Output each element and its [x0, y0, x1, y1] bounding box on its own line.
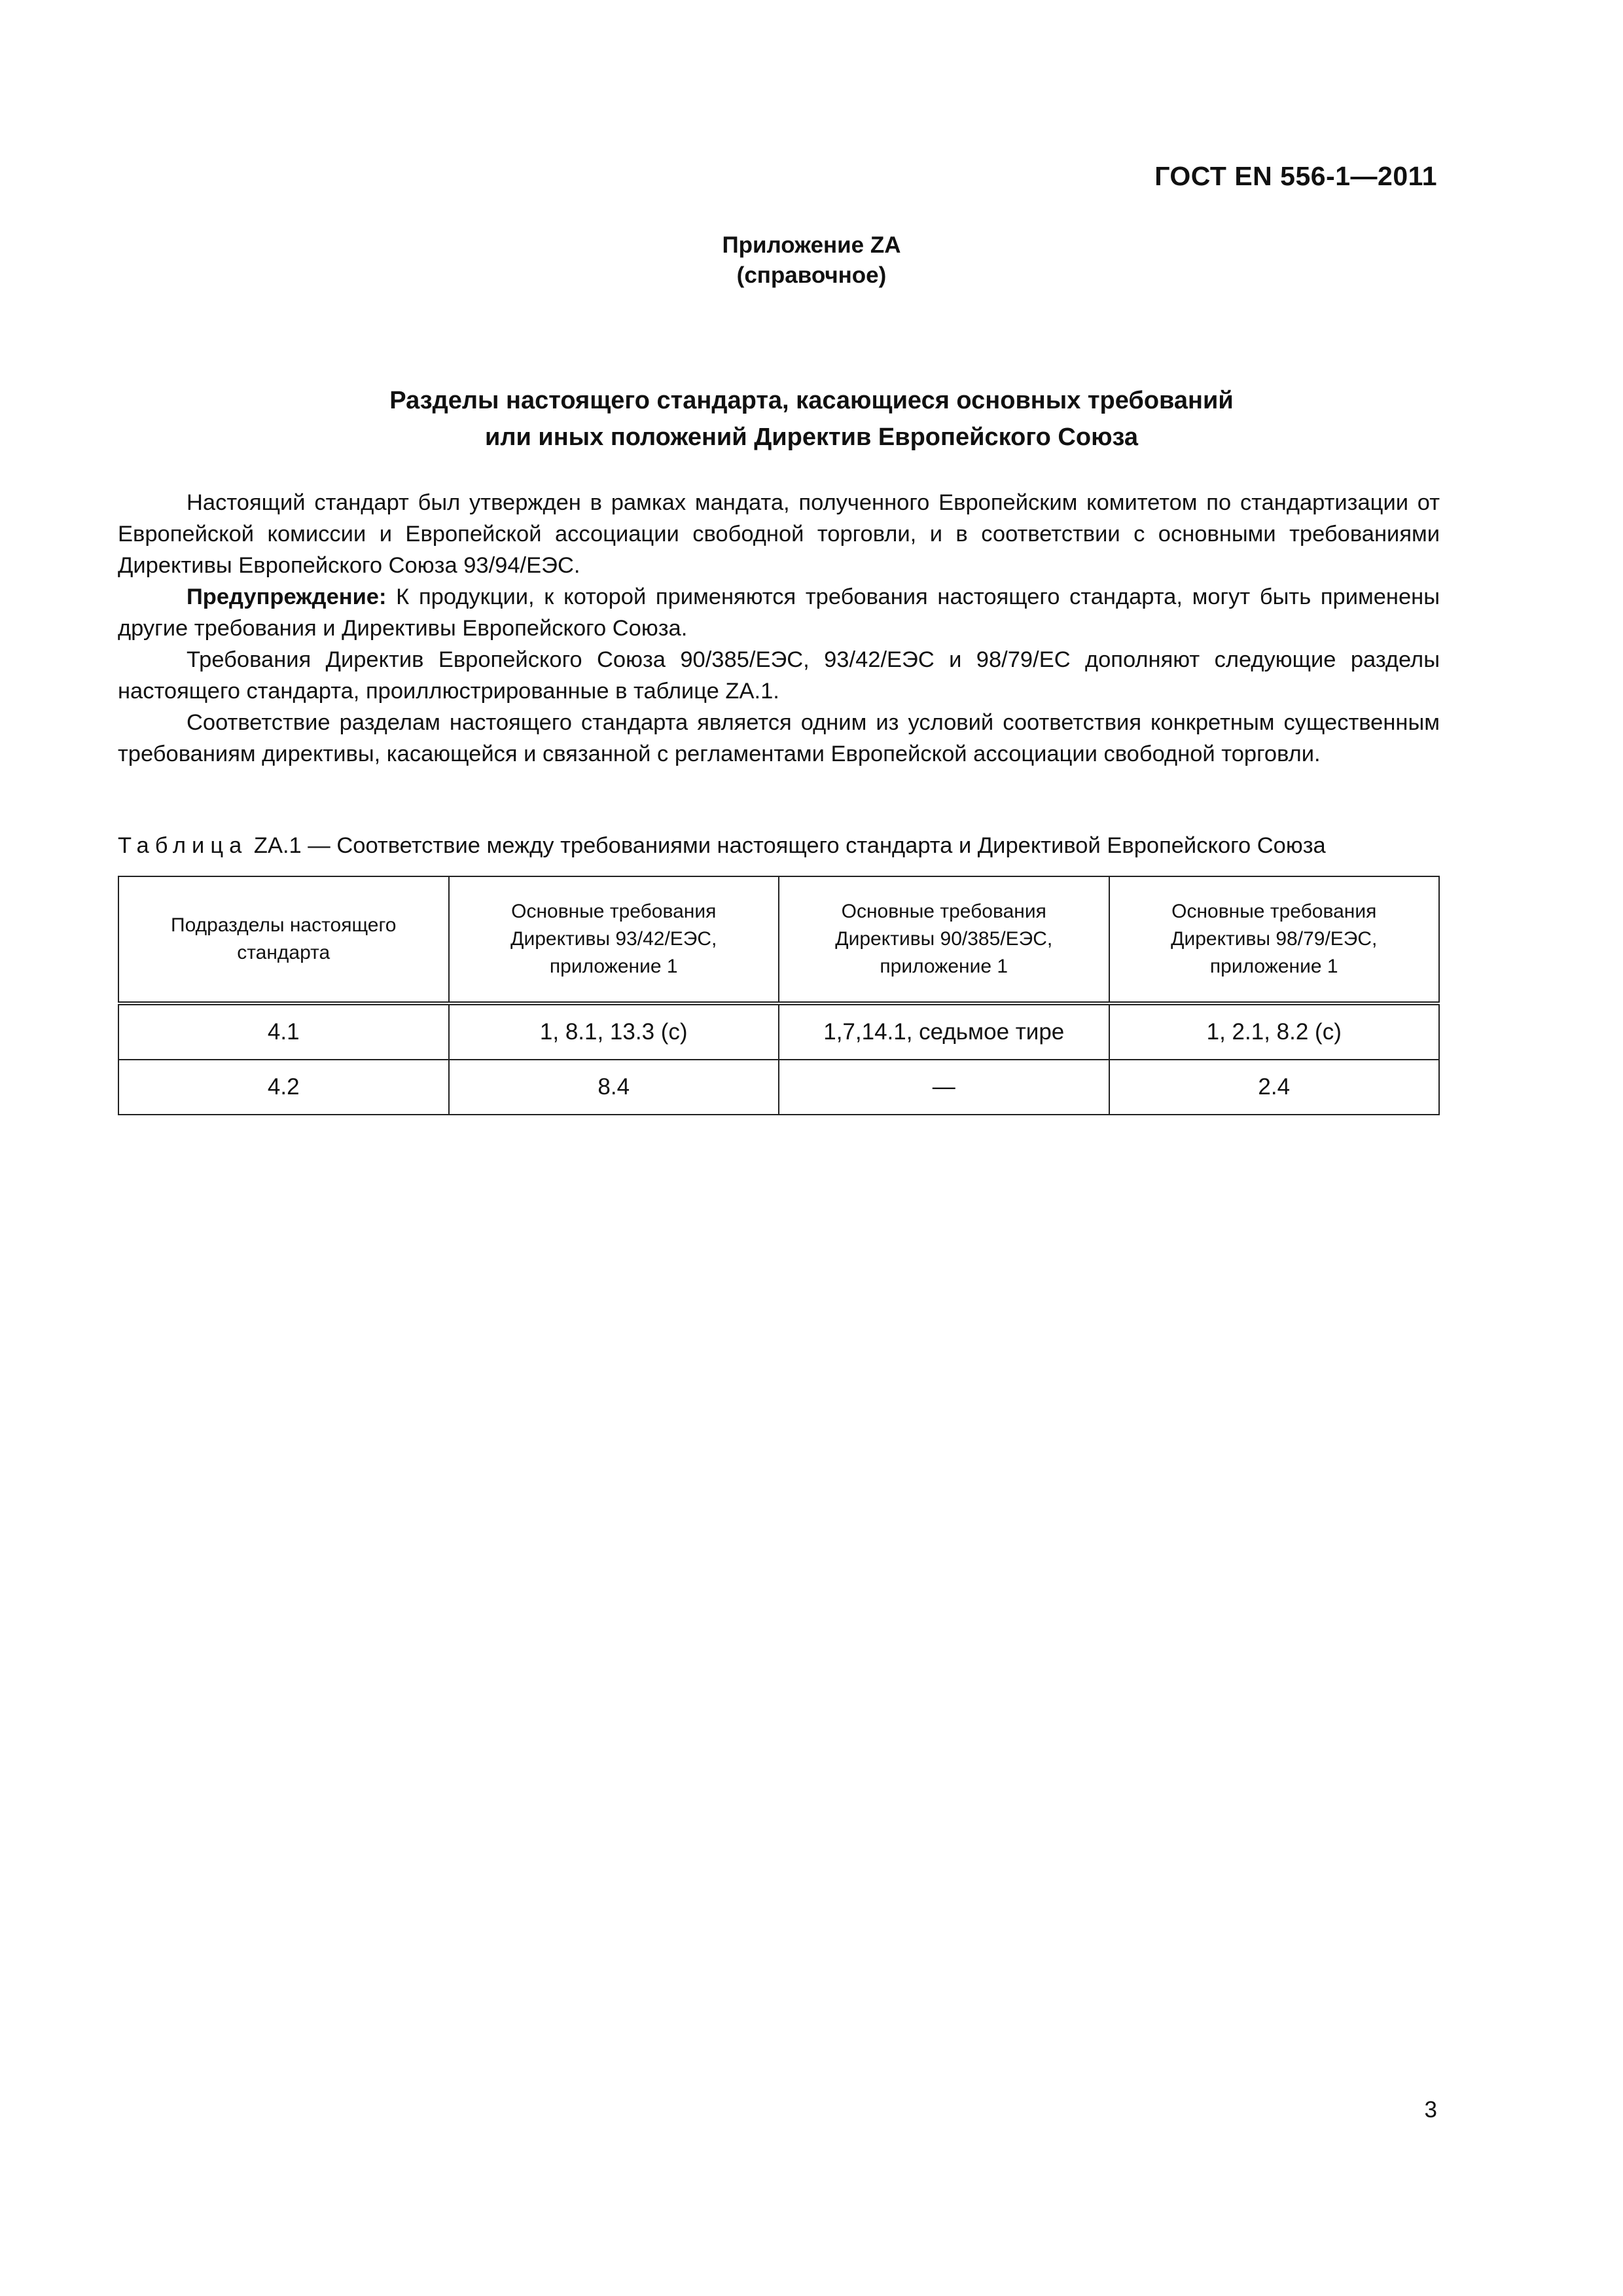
body-text [118, 487, 1440, 770]
document-code: ГОСТ EN 556-1—2011 [1154, 161, 1437, 191]
table-caption-text: ZA.1 — Соответствие между требованиями настоящего стандарта и Директивой Европейского Союза [247, 833, 1326, 858]
column-header: Основные требования Директивы 93/42/ЕЭС, приложение 1 [449, 876, 779, 1003]
table-header-row [118, 876, 1439, 1003]
table-row [118, 1060, 1439, 1115]
table-cell: 1,7,14.1, седьмое тире [779, 1003, 1109, 1060]
column-header: Основные требования Директивы 90/385/ЕЭС, приложение 1 [779, 876, 1109, 1003]
table-cell: 4.2 [118, 1060, 449, 1115]
paragraph-mandate: Настоящий стандарт был утвержден в рамках мандата, полученного Европейским комитетом по стандартизации от Европейской комиссии и Европейской ассоциации свободной торговли, и в соответствии с основными требованиями Директивы Европейского Союза 93/94/ЕЭС. [118, 490, 1440, 578]
paragraph-directives: Требования Директив Европейского Союза 90/385/ЕЭС, 93/42/ЕЭС и 98/79/ЕС дополняют следующие разделы настоящего стандарта, проиллюстрированные в таблице ZA.1. [118, 647, 1440, 704]
annex-title-line-1: Разделы настоящего стандарта, касающиеся основных требований [389, 387, 1234, 414]
table-cell: — [779, 1060, 1109, 1115]
annex-label: Приложение ZA [722, 232, 901, 258]
column-header: Подразделы настоящего стандарта [118, 876, 449, 1003]
table-caption-prefix: Таблица [118, 833, 248, 858]
column-header: Основные требования Директивы 98/79/ЕЭС, приложение 1 [1109, 876, 1440, 1003]
table-cell: 2.4 [1109, 1060, 1440, 1115]
warning-text: К продукции, к которой применяются требования настоящего стандарта, могут быть применены другие требования и Директивы Европейского Союза. [118, 584, 1440, 641]
table-cell: 1, 2.1, 8.2 (с) [1109, 1003, 1440, 1060]
annex-heading [0, 230, 1623, 291]
table-cell: 1, 8.1, 13.3 (с) [449, 1003, 779, 1060]
table-cell: 4.1 [118, 1003, 449, 1060]
table-row [118, 1003, 1439, 1060]
page-number: 3 [1424, 2097, 1437, 2123]
table-cell: 8.4 [449, 1060, 779, 1115]
requirements-table [118, 876, 1440, 1115]
paragraph-conformity: Соответствие разделам настоящего стандарта является одним из условий соответствия конкретным существенным требованиям директивы, касающейся и связанной с регламентами Европейской ассоциации свободной торговли. [118, 710, 1440, 766]
annex-title-line-2: или иных положений Директив Европейского Союза [484, 423, 1139, 451]
annex-title [0, 382, 1623, 456]
paragraph-warning [118, 581, 1440, 644]
warning-label: Предупреждение: [187, 584, 387, 609]
table-caption [118, 830, 1440, 861]
annex-kind: (справочное) [736, 262, 887, 288]
